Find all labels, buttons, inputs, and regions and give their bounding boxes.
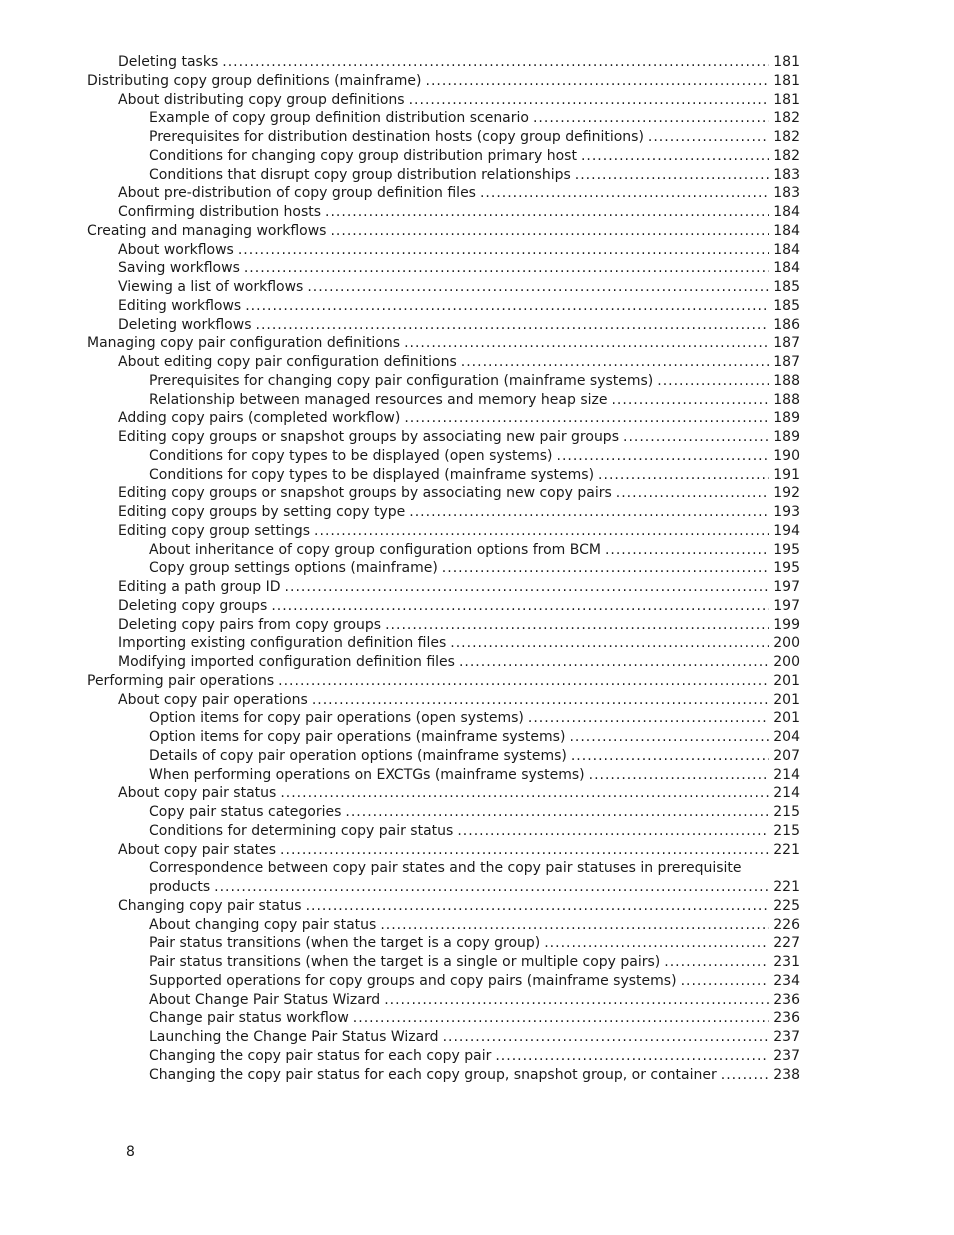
toc-entry-page: 207 — [773, 747, 800, 764]
toc-entry-title: Details of copy pair operation options (mainframe systems) — [149, 747, 567, 764]
toc-entry-title: Deleting copy groups — [118, 597, 268, 614]
toc-entry-page: 236 — [773, 1010, 800, 1027]
toc-entry-page: 200 — [773, 635, 800, 652]
toc-entry[interactable] — [87, 916, 800, 935]
toc-entry-page: 189 — [773, 429, 800, 445]
toc-entry-title: About changing copy pair status — [149, 916, 377, 933]
toc-entry[interactable] — [87, 653, 800, 672]
toc-entry-title: Importing existing configuration definition files — [118, 635, 447, 652]
toc-entry-page: 227 — [773, 935, 800, 952]
toc-entry-page: 185 — [773, 297, 800, 314]
toc-entry[interactable] — [87, 1066, 800, 1085]
toc-entry-page: 200 — [773, 654, 800, 670]
toc-entry-page: 188 — [773, 391, 800, 408]
toc-entry-page: 182 — [773, 147, 800, 164]
toc-entry[interactable] — [87, 766, 800, 785]
toc-entry[interactable] — [87, 334, 800, 353]
toc-entry-title: Conditions for determining copy pair status — [149, 822, 454, 839]
toc-entry-title: Adding copy pairs (completed workflow) — [118, 410, 401, 427]
toc-entry-title: Relationship between managed resources and memory heap size — [149, 391, 608, 408]
toc-entry-page: 201 — [773, 691, 800, 708]
toc-dot-leader — [404, 409, 769, 428]
toc-entry-title: Supported operations for copy groups and copy pairs (mainframe systems) — [149, 972, 677, 989]
toc-entry[interactable] — [87, 578, 800, 597]
toc-entry-title: About editing copy pair configuration definitions — [118, 354, 457, 370]
toc-entry[interactable] — [87, 822, 800, 841]
toc-entry-title: Copy group settings options (mainframe) — [149, 560, 438, 577]
toc-entry[interactable] — [87, 972, 800, 991]
toc-entry-title: About distributing copy group definitions — [118, 91, 405, 108]
toc-entry-page: 185 — [773, 279, 800, 295]
page-number: 8 — [126, 1144, 135, 1160]
toc-dot-leader — [480, 184, 769, 203]
toc-entry-title: Conditions that disrupt copy group distribution relationships — [149, 166, 571, 183]
toc-entry[interactable] — [87, 878, 800, 897]
toc-entry-title: Distributing copy group definitions (mainframe) — [87, 72, 422, 89]
toc-entry-title: About copy pair states — [118, 841, 277, 858]
toc-entry-title: Deleting workflows — [118, 316, 252, 333]
toc-entry-page: 237 — [773, 1029, 800, 1045]
toc-dot-leader — [461, 353, 769, 372]
toc-dot-leader — [385, 616, 769, 635]
toc-entry-page: 199 — [773, 616, 800, 633]
toc-entry-page: 231 — [773, 954, 800, 970]
toc-entry-page: 221 — [773, 879, 800, 895]
toc-entry-page: 189 — [773, 410, 800, 427]
toc-entry-page: 225 — [773, 897, 800, 914]
toc-entry[interactable] — [87, 597, 800, 616]
toc-dot-leader — [605, 541, 769, 560]
toc-entry-page: 181 — [773, 91, 800, 108]
toc-entry-page: 226 — [773, 916, 800, 933]
toc-entry[interactable] — [87, 278, 800, 297]
toc-dot-leader — [244, 259, 769, 278]
toc-dot-leader — [664, 953, 769, 972]
toc-entry[interactable] — [87, 166, 800, 185]
toc-entry-title: About copy pair status — [118, 785, 277, 802]
toc-entry-title: Conditions for copy types to be displayed (mainframe systems) — [149, 466, 595, 483]
toc-entry[interactable] — [87, 616, 800, 635]
toc-entry-page: 184 — [773, 222, 800, 239]
toc-entry-title: Managing copy pair configuration definitions — [87, 335, 401, 352]
toc-dot-leader — [325, 203, 769, 222]
toc-dot-leader — [238, 241, 769, 260]
toc-entry-page: 194 — [773, 522, 800, 539]
toc-entry-title: Saving workflows — [118, 260, 240, 277]
toc-entry-title: Option items for copy pair operations (open systems) — [149, 710, 524, 727]
toc-entry[interactable] — [87, 53, 800, 72]
toc-entry[interactable] — [87, 803, 800, 822]
toc-entry[interactable] — [87, 91, 800, 110]
toc-entry-page: 181 — [773, 72, 800, 89]
toc-dot-leader — [353, 1009, 769, 1028]
toc-entry[interactable] — [87, 353, 800, 372]
toc-entry-page: 204 — [773, 729, 800, 745]
toc-entry-title: Prerequisites for changing copy pair configuration (mainframe systems) — [149, 372, 654, 389]
toc-entry-page: 215 — [773, 804, 800, 820]
toc-entry-title: Editing copy groups or snapshot groups by associating new pair groups — [118, 429, 619, 445]
toc-dot-leader — [721, 1066, 770, 1085]
toc-dot-leader — [409, 91, 770, 110]
toc-entry[interactable] — [87, 409, 800, 428]
toc-entry-title: Option items for copy pair operations (mainframe systems) — [149, 729, 566, 745]
toc-entry[interactable] — [87, 841, 800, 860]
toc-entry[interactable] — [87, 109, 800, 128]
toc-entry-page: 221 — [773, 841, 800, 858]
toc-entry[interactable] — [87, 503, 800, 522]
toc-entry-title: Copy pair status categories — [149, 804, 342, 820]
toc-dot-leader — [426, 72, 770, 91]
toc-entry-page: 215 — [773, 822, 800, 839]
toc-entry[interactable] — [87, 466, 800, 485]
toc-entry-title: Deleting tasks — [118, 54, 219, 70]
toc-entry-page: 190 — [773, 447, 800, 464]
toc-dot-leader — [611, 391, 769, 410]
toc-entry[interactable] — [87, 72, 800, 91]
toc-entry[interactable] — [87, 991, 800, 1010]
toc-entry-page: 187 — [773, 335, 800, 352]
toc-dot-leader — [648, 128, 769, 147]
toc-entry-page: 182 — [773, 129, 800, 145]
toc-entry[interactable] — [87, 297, 800, 316]
toc-entry-title: About pre-distribution of copy group definition files — [118, 185, 476, 202]
toc-dot-leader — [404, 334, 769, 353]
toc-entry[interactable] — [87, 559, 800, 578]
toc-entry[interactable] — [87, 222, 800, 241]
toc-entry[interactable] — [87, 316, 800, 335]
toc-entry[interactable] — [87, 1009, 800, 1028]
toc-entry-page: 188 — [773, 372, 800, 389]
toc-entry-page: 184 — [773, 204, 800, 220]
toc-dot-leader — [598, 466, 769, 485]
toc-dot-leader — [459, 653, 769, 672]
toc-dot-leader — [271, 597, 769, 616]
toc-dot-leader — [280, 784, 769, 803]
toc-entry-title: Conditions for copy types to be displayed (open systems) — [149, 447, 553, 464]
toc-entry-title: Editing a path group ID — [118, 579, 281, 595]
toc-entry-page: 184 — [773, 241, 800, 258]
toc-entry[interactable] — [87, 897, 800, 916]
toc-entry-page: 183 — [773, 185, 800, 202]
toc-entry[interactable] — [87, 953, 800, 972]
toc-entry[interactable] — [87, 934, 800, 953]
toc-entry[interactable] — [87, 634, 800, 653]
toc-entry[interactable] — [87, 428, 800, 447]
toc-dot-leader — [278, 672, 769, 691]
toc-entry-page: 186 — [773, 316, 800, 333]
toc-dot-leader — [581, 147, 769, 166]
toc-entry-title: Editing workflows — [118, 297, 242, 314]
toc-entry[interactable] — [87, 1047, 800, 1066]
toc-entry-page: 238 — [773, 1066, 800, 1083]
toc-entry-title: Changing the copy pair status for each copy group, snapshot group, or container — [149, 1066, 717, 1083]
toc-dot-leader — [571, 747, 769, 766]
toc-entry-title: Conditions for changing copy group distribution primary host — [149, 147, 577, 164]
toc-entry-title: Modifying imported configuration definition files — [118, 654, 455, 670]
toc-entry-page: 197 — [773, 597, 800, 614]
toc-entry-title: Example of copy group definition distribution scenario — [149, 110, 529, 127]
toc-entry[interactable] — [87, 1028, 800, 1047]
toc-entry[interactable] — [87, 203, 800, 222]
toc-dot-leader — [616, 484, 769, 503]
toc-entry-page: 197 — [773, 579, 800, 595]
toc-entry[interactable] — [87, 259, 800, 278]
toc-entry[interactable] — [87, 691, 800, 710]
toc-entry-page: 181 — [773, 54, 800, 70]
toc-entry-title: Creating and managing workflows — [87, 222, 327, 239]
toc-dot-leader — [495, 1047, 769, 1066]
toc-entry-title: Changing copy pair status — [118, 897, 302, 914]
toc-entry-title: About copy pair operations — [118, 691, 308, 708]
toc-dot-leader — [312, 691, 769, 710]
toc-entry-title: About workflows — [118, 241, 234, 258]
toc-entry-page: 214 — [773, 766, 800, 783]
toc-entry-page: 187 — [773, 354, 800, 370]
toc-entry-title: Viewing a list of workflows — [118, 279, 304, 295]
toc-dot-leader — [256, 316, 770, 335]
toc-dot-leader — [623, 428, 769, 447]
toc-entry[interactable] — [87, 147, 800, 166]
toc-entry[interactable] — [87, 709, 800, 728]
toc-entry-page: 192 — [773, 485, 800, 502]
toc-entry-title: About Change Pair Status Wizard — [149, 991, 381, 1008]
toc-entry-page: 195 — [773, 560, 800, 577]
toc-entry-title: Pair status transitions (when the target is a copy group) — [149, 935, 541, 952]
toc-entry-title: Editing copy group settings — [118, 522, 311, 539]
toc-dot-leader — [306, 897, 770, 916]
toc-entry-page: 182 — [773, 110, 800, 127]
toc-entry[interactable] — [87, 372, 800, 391]
toc-dot-leader — [557, 447, 770, 466]
toc-entry-page: 201 — [773, 672, 800, 689]
toc-dot-leader — [280, 841, 769, 860]
toc-dot-leader — [330, 222, 769, 241]
toc-entry[interactable] — [87, 447, 800, 466]
toc-entry[interactable] — [87, 241, 800, 260]
toc-dot-leader — [457, 822, 769, 841]
toc-entry-title: Editing copy groups or snapshot groups by associating new copy pairs — [118, 485, 612, 502]
toc-entry-title: Editing copy groups by setting copy type — [118, 504, 406, 520]
toc-entry-title: Confirming distribution hosts — [118, 204, 322, 220]
toc-entry-title: Launching the Change Pair Status Wizard — [149, 1029, 439, 1045]
toc-dot-leader — [307, 278, 769, 297]
toc-entry-title: Pair status transitions (when the target is a single or multiple copy pairs) — [149, 954, 661, 970]
toc-entry-title: Correspondence between copy pair states and the copy pair statuses in prerequisite — [149, 860, 742, 877]
toc-entry[interactable] — [87, 541, 800, 560]
toc-entry[interactable] — [87, 484, 800, 503]
toc-dot-leader — [681, 972, 770, 991]
toc-dot-leader — [657, 372, 769, 391]
toc-entry-page: 201 — [773, 710, 800, 727]
toc-entry[interactable] — [87, 747, 800, 766]
toc-dot-leader — [575, 166, 769, 185]
toc-entry-title: products — [149, 879, 211, 895]
toc-entry[interactable] — [87, 672, 800, 691]
toc-entry[interactable] — [87, 522, 800, 541]
toc-dot-leader — [450, 634, 769, 653]
toc-entry-page: 191 — [773, 466, 800, 483]
toc-entry-page: 195 — [773, 541, 800, 558]
toc-dot-leader — [214, 878, 769, 897]
toc-dot-leader — [569, 728, 769, 747]
toc-entry-page: 193 — [773, 504, 800, 520]
toc-dot-leader — [528, 709, 769, 728]
toc-dot-leader — [533, 109, 769, 128]
toc-entry-page: 234 — [773, 972, 800, 989]
toc-dot-leader — [409, 503, 769, 522]
toc-dot-leader — [345, 803, 769, 822]
toc-entry[interactable] — [87, 391, 800, 410]
toc-dot-leader — [245, 297, 769, 316]
toc-dot-leader — [544, 934, 769, 953]
toc-entry-page: 183 — [773, 166, 800, 183]
toc-dot-leader — [589, 766, 770, 785]
toc-dot-leader — [380, 916, 769, 935]
toc-entry[interactable] — [87, 728, 800, 747]
toc-dot-leader — [384, 991, 769, 1010]
toc-dot-leader — [314, 522, 769, 541]
toc-entry[interactable] — [87, 128, 800, 147]
toc-entry-page: 236 — [773, 991, 800, 1008]
toc-entry-page: 237 — [773, 1047, 800, 1064]
table-of-contents — [87, 53, 800, 1084]
toc-entry-title: Change pair status workflow — [149, 1010, 349, 1027]
toc-dot-leader — [222, 53, 769, 72]
toc-entry[interactable] — [87, 859, 800, 878]
toc-dot-leader — [443, 1028, 770, 1047]
toc-dot-leader — [285, 578, 770, 597]
toc-entry[interactable] — [87, 184, 800, 203]
toc-dot-leader — [442, 559, 769, 578]
toc-entry-title: Deleting copy pairs from copy groups — [118, 616, 382, 633]
toc-entry-title: Prerequisites for distribution destination hosts (copy group definitions) — [149, 129, 644, 145]
toc-entry-title: Changing the copy pair status for each copy pair — [149, 1047, 492, 1064]
toc-entry-page: 184 — [773, 260, 800, 277]
toc-entry-title: About inheritance of copy group configuration options from BCM — [149, 541, 601, 558]
toc-entry-page: 214 — [773, 785, 800, 802]
toc-entry[interactable] — [87, 784, 800, 803]
toc-entry-title: When performing operations on EXCTGs (mainframe systems) — [149, 766, 585, 783]
toc-entry-title: Performing pair operations — [87, 672, 275, 689]
